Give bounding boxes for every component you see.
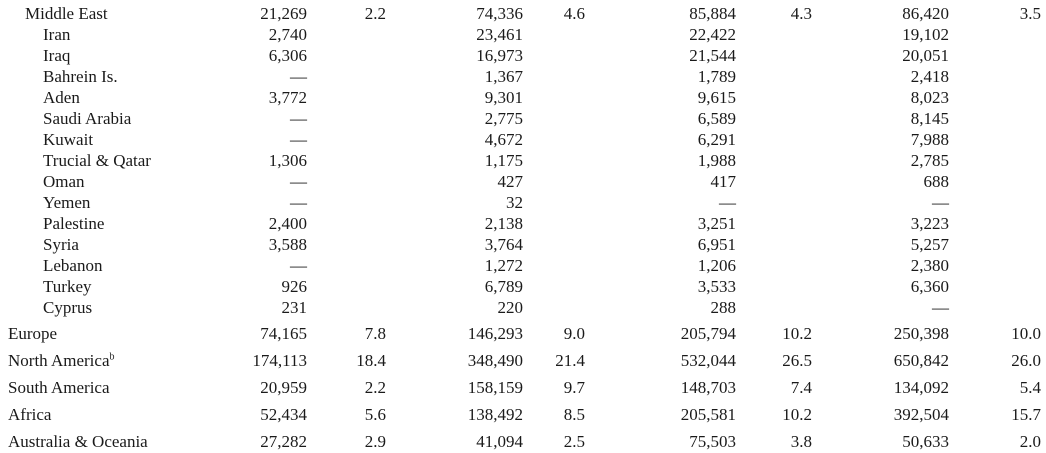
row-label (43, 45, 70, 67)
table-cell: 3,223 (910, 214, 949, 233)
table-cell: 6,951 (697, 235, 736, 254)
table-cell: — (932, 298, 949, 317)
table-cell: 138,492 (467, 405, 523, 424)
table-cell: 2,138 (484, 214, 523, 233)
table-cell: 6,306 (268, 46, 307, 65)
table-cell: 3,764 (484, 235, 523, 254)
table-cell: 4,672 (484, 130, 523, 149)
table-cell: 16,973 (476, 46, 523, 65)
row-label-text: Oman (43, 172, 85, 191)
table-cell: 18.4 (356, 351, 386, 370)
table-cell: — (290, 193, 307, 212)
table-cell: 7,988 (910, 130, 949, 149)
table-cell: 75,503 (689, 432, 736, 451)
table-cell: 205,794 (680, 324, 736, 343)
table-cell: 52,434 (260, 405, 307, 424)
row-label-text: Cyprus (43, 298, 93, 317)
table-cell: 2,740 (268, 25, 307, 44)
table-row (0, 297, 1046, 319)
table-cell: 86,420 (902, 4, 949, 23)
table-cell: 1,988 (697, 151, 736, 170)
table-cell: 220 (497, 298, 523, 317)
table-row (0, 66, 1046, 88)
table-row (0, 234, 1046, 256)
table-cell: 650,842 (893, 351, 949, 370)
table-cell: 348,490 (467, 351, 523, 370)
row-label-text: Saudi Arabia (43, 109, 132, 128)
table-cell: 9,615 (697, 88, 736, 107)
row-label (8, 404, 51, 426)
row-label (43, 87, 80, 109)
table-cell: 2.9 (364, 432, 386, 451)
table-cell: 9.7 (563, 378, 585, 397)
table-row (0, 431, 1046, 453)
row-label (43, 276, 92, 298)
table-cell: 10.2 (782, 405, 812, 424)
table-cell: 3.5 (1019, 4, 1041, 23)
row-label-text: Middle East (25, 4, 108, 23)
row-label (25, 3, 108, 25)
table-cell: 174,113 (252, 351, 307, 370)
table-cell: 8,145 (910, 109, 949, 128)
row-label-text: Turkey (43, 277, 92, 296)
table-row (0, 404, 1046, 426)
table-cell: — (932, 193, 949, 212)
table-cell: 32 (506, 193, 523, 212)
table-cell: 9,301 (484, 88, 523, 107)
table-row (0, 350, 1046, 372)
row-label-text: Palestine (43, 214, 105, 233)
table-row (0, 150, 1046, 172)
table-cell: — (290, 172, 307, 191)
table-row (0, 24, 1046, 46)
row-label (8, 377, 110, 399)
table-row (0, 45, 1046, 67)
table-cell: 1,789 (697, 67, 736, 86)
table-cell: — (290, 256, 307, 275)
table-cell: 3.8 (790, 432, 812, 451)
table-cell: 22,422 (689, 25, 736, 44)
table-cell: 134,092 (893, 378, 949, 397)
table-row (0, 377, 1046, 399)
table-cell: 21.4 (555, 351, 585, 370)
table-cell: — (290, 109, 307, 128)
row-label (43, 297, 92, 319)
row-label-text: South America (8, 378, 110, 397)
table-cell: 1,272 (484, 256, 523, 275)
table-cell: 15.7 (1011, 405, 1041, 424)
table-cell: 1,175 (484, 151, 523, 170)
row-label (43, 108, 131, 130)
row-label-text: Bahrein Is. (43, 67, 118, 86)
table-cell: 1,206 (697, 256, 736, 275)
row-label-text: Africa (8, 405, 52, 424)
table-cell: 1,367 (484, 67, 523, 86)
row-label-text: Syria (43, 235, 79, 254)
table-cell: 3,588 (268, 235, 307, 254)
table-cell: 2.5 (563, 432, 585, 451)
table-cell: 2,775 (484, 109, 523, 128)
table-row (0, 87, 1046, 109)
row-label-text: Iran (43, 25, 71, 44)
table-row (0, 171, 1046, 193)
table-cell: 2.2 (364, 4, 386, 23)
table-cell: 417 (710, 172, 736, 191)
table-cell: 8,023 (910, 88, 949, 107)
row-label (43, 213, 104, 235)
table-cell: 392,504 (893, 405, 949, 424)
row-label (8, 431, 148, 453)
row-label-text: Europe (8, 324, 58, 343)
table-row (0, 276, 1046, 298)
row-label (43, 24, 70, 46)
table-cell: 427 (497, 172, 523, 191)
footnote-marker: b (109, 351, 115, 363)
table-cell: 26.0 (1011, 351, 1041, 370)
row-label (43, 192, 90, 214)
table-cell: 2,400 (268, 214, 307, 233)
table-cell: 26.5 (782, 351, 812, 370)
table-cell: 926 (281, 277, 307, 296)
row-label (43, 234, 79, 256)
table-cell: 21,544 (689, 46, 736, 65)
table-cell: 2.2 (364, 378, 386, 397)
table-cell: 74,165 (260, 324, 307, 343)
row-label-text: Kuwait (43, 130, 94, 149)
table-cell: 21,269 (260, 4, 307, 23)
table-cell: 5.6 (364, 405, 386, 424)
table-cell: 20,959 (260, 378, 307, 397)
table-cell: 148,703 (680, 378, 736, 397)
table-cell: 27,282 (260, 432, 307, 451)
table-cell: 3,251 (697, 214, 736, 233)
table-cell: 3,533 (697, 277, 736, 296)
row-label (43, 255, 102, 277)
table-row (0, 192, 1046, 214)
table-cell: 3,772 (268, 88, 307, 107)
row-label (43, 129, 93, 151)
table-cell: 1,306 (268, 151, 307, 170)
row-label-text: Iraq (43, 46, 71, 65)
table-cell: 532,044 (680, 351, 736, 370)
table-cell: 2.0 (1019, 432, 1041, 451)
table-cell: 41,094 (476, 432, 523, 451)
row-label-text: Yemen (43, 193, 91, 212)
row-label (43, 150, 151, 172)
table-row (0, 129, 1046, 151)
row-label-text: North America (8, 351, 110, 370)
table-cell: 288 (710, 298, 736, 317)
row-label (43, 171, 85, 193)
table-cell: 50,633 (902, 432, 949, 451)
table-cell: 5.4 (1019, 378, 1041, 397)
row-label-text: Trucial & Qatar (43, 151, 151, 170)
table-cell: 8.5 (563, 405, 585, 424)
table-row (0, 255, 1046, 277)
table-cell: 23,461 (476, 25, 523, 44)
table-cell: — (290, 67, 307, 86)
table-cell: 9.0 (563, 324, 585, 343)
table-cell: 4.6 (563, 4, 585, 23)
table-cell: 2,380 (910, 256, 949, 275)
table-cell: 6,291 (697, 130, 736, 149)
table-cell: 6,789 (484, 277, 523, 296)
table-cell: 19,102 (902, 25, 949, 44)
table-cell: 688 (923, 172, 949, 191)
table-cell: 7.4 (790, 378, 812, 397)
table-cell: 6,589 (697, 109, 736, 128)
table-cell: 85,884 (689, 4, 736, 23)
table-cell: 4.3 (790, 4, 812, 23)
table-cell: 7.8 (364, 324, 386, 343)
table-cell: 205,581 (680, 405, 736, 424)
table-row (0, 3, 1046, 25)
table-cell: 74,336 (476, 4, 523, 23)
table-cell: 146,293 (467, 324, 523, 343)
table-cell: — (719, 193, 736, 212)
table-cell: 10.2 (782, 324, 812, 343)
table-cell: — (290, 130, 307, 149)
row-label (8, 323, 57, 345)
table-cell: 158,159 (467, 378, 523, 397)
table-cell: 2,785 (910, 151, 949, 170)
row-label-text: Australia & Oceania (8, 432, 148, 451)
row-label-text: Aden (43, 88, 80, 107)
table-row (0, 323, 1046, 345)
table-row (0, 108, 1046, 130)
table-cell: 250,398 (893, 324, 949, 343)
row-label-text: Lebanon (43, 256, 103, 275)
row-label (8, 350, 115, 372)
table-cell: 6,360 (910, 277, 949, 296)
table-cell: 20,051 (902, 46, 949, 65)
table-cell: 5,257 (910, 235, 949, 254)
table-cell: 2,418 (910, 67, 949, 86)
table-cell: 231 (281, 298, 307, 317)
table-row (0, 213, 1046, 235)
table-cell: 10.0 (1011, 324, 1041, 343)
row-label (43, 66, 118, 88)
